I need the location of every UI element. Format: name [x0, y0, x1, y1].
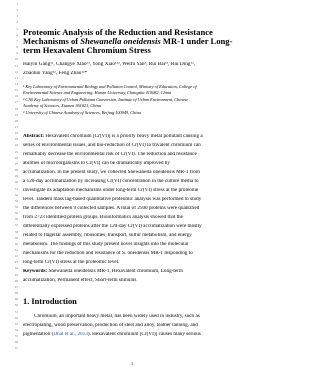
- affiliation-2: ² CAS Key Laboratory of Urban Pollutant Conversion, Institute of Urban Environment, Chinese: [23, 97, 189, 102]
- line-number: 3: [16, 14, 18, 19]
- line-number: 48: [14, 291, 18, 296]
- abstract-line: long-term Cr(VI) stress at the proteomic level.: [23, 260, 120, 265]
- author-list-cont: Zhaohui Yang¹², Feng Zhao¹²*: [23, 71, 88, 76]
- line-number: 53: [14, 321, 18, 326]
- line-number: 50: [14, 303, 18, 308]
- line-number: 1: [16, 2, 18, 6]
- line-number: 30: [14, 180, 18, 185]
- abstract-line: acclimatization. In the present study, we collected Shewanella oneidensis MR-1 from: [23, 170, 200, 175]
- line-number: 20: [14, 118, 18, 123]
- line-number: 47: [14, 284, 18, 289]
- affiliation-2-cont: Academy of Sciences, Xiamen 361021, China: [23, 103, 101, 108]
- line-number: 6: [16, 32, 18, 37]
- paper-title-line-3: term Hexavalent Chromium Stress: [23, 46, 151, 55]
- abstract-line: related to flagellar assembly, ribosomes, transport, sulfur metabolism, and energy: [23, 233, 192, 238]
- line-number: 15: [14, 88, 18, 93]
- line-number: 4: [16, 20, 18, 25]
- line-number: 36: [14, 217, 18, 222]
- line-number: 14: [14, 81, 18, 86]
- line-number: 27: [14, 161, 18, 166]
- line-number: 56: [14, 340, 18, 345]
- abstract-line: abilities of microorganisms to Cr(VI) can be dramatically improved by: [23, 161, 170, 166]
- citation-link[interactable]: Dhal et al., 2013: [53, 332, 88, 337]
- affiliation-1: ¹ Key Laboratory of Environmental Biology and Pollution Control, Ministry of Education, College of: [23, 84, 197, 89]
- paper-title-line-2: Mechanisms of Shewanella oneidensis MR-1 under Long-: [23, 37, 233, 46]
- line-number: 34: [14, 204, 18, 209]
- line-number: 43: [14, 260, 18, 265]
- line-number: 11: [14, 63, 18, 68]
- line-number: 57: [14, 346, 18, 351]
- line-number: 41: [14, 248, 18, 252]
- abstract-line: Abstract: Hexavalent chromium [Cr(VI)] is a priority heavy metal pollutant causing a: [23, 134, 203, 139]
- line-number: 13: [14, 75, 18, 80]
- abstract-line: differentially expressed proteins after the 120-day Cr(VI) acclimatization were mostly: [23, 224, 202, 229]
- line-number: 46: [14, 278, 18, 283]
- affiliation-1-cont: Environmental Science and Engineering, Hunan University, Changsha 410082, China: [23, 90, 172, 95]
- line-number: 51: [14, 309, 18, 314]
- intro-line: electroplating, wood preservation, production of steel and alloy, leather tanning, and: [23, 323, 198, 328]
- abstract-line: series of environmental issues, and bio-reduction of Cr(VI) to trivalent chromium can: [23, 143, 201, 148]
- line-number: 2: [16, 8, 18, 13]
- line-number: 5: [16, 26, 18, 31]
- author-list: Haiyin Gang¹², Changye Xiao¹³, Yong Xiao¹²³, Weifu Yan², Rui Bai¹³, Rui Ding¹²,: [23, 62, 195, 67]
- abstract-line: the differences between 9 collected samples. A total of 2500 proteins were quantified: [23, 206, 200, 211]
- line-number: 33: [14, 198, 18, 203]
- line-number: 52: [14, 315, 18, 320]
- abstract-line: metabolism. The findings of this study present novel insights into the molecular: [23, 242, 189, 247]
- line-number: 45: [14, 272, 18, 277]
- line-number: 42: [14, 254, 18, 259]
- line-number: 24: [14, 143, 18, 148]
- line-number: 16: [14, 94, 18, 99]
- line-number: 18: [14, 106, 18, 111]
- line-number: 17: [14, 100, 18, 105]
- abstract-line: remarkably decrease the environmental risk of Cr(VI). The reduction and resistance: [23, 152, 197, 157]
- line-number: 55: [14, 334, 18, 339]
- line-number: 49: [14, 297, 18, 302]
- line-number: 32: [14, 192, 18, 197]
- line-number: 23: [14, 137, 18, 142]
- abstract-line: a 120-day acclimatization by increasing Cr(VI) concentration in the culture media to: [23, 179, 199, 184]
- abstract-line: level. Tandem mass tag-based quantitative proteomic analysis was performed to study: [23, 197, 202, 202]
- line-number: 12: [14, 69, 18, 74]
- line-number: 21: [14, 125, 18, 129]
- section-heading: 1. Introduction: [23, 297, 77, 306]
- line-number: 54: [14, 327, 18, 332]
- line-number: 39: [14, 235, 18, 240]
- line-number: 8: [16, 45, 18, 50]
- abstract-line: investigate its adaptation mechanisms under long-term Cr(VI) stress at the proteome: [23, 188, 199, 193]
- line-number: 7: [16, 38, 18, 43]
- keywords-label: Keywords:: [23, 269, 48, 274]
- line-number: 31: [14, 186, 18, 191]
- line-number: 10: [14, 57, 18, 62]
- line-number: 26: [14, 155, 18, 160]
- line-number: 25: [14, 149, 18, 154]
- paper-title-line-1: Proteomic Analysis of the Reduction and Resistance: [23, 28, 213, 37]
- page-number: 1: [130, 361, 134, 366]
- abstract-line: from 2723 identified protein groups. Bioinformatics analysis showed that the: [23, 215, 183, 220]
- line-number: 37: [14, 223, 18, 228]
- line-number: 40: [14, 241, 18, 246]
- line-number: 44: [14, 266, 18, 271]
- line-number: 29: [14, 174, 18, 179]
- abstract-line: mechanisms for the reduction and resistance of S. oneidensis MR-1 responding to: [23, 251, 193, 256]
- line-number: 35: [14, 211, 18, 216]
- affiliation-3: ³ University of Chinese Academy of Sciences, Beijing 100049, China: [23, 110, 141, 115]
- line-number: 38: [14, 229, 18, 234]
- keywords-line: Keywords: Shewanella oneidensis MR-1, Hexavalent chromium, Long-term: [23, 269, 183, 274]
- intro-line: pigmentation (Dhal et al., 2013). Hexavalent chromium [Cr(VI)] causes many serious: [23, 332, 201, 337]
- line-number: 28: [14, 168, 18, 173]
- keywords-line: acclimatization, Permanent effect, Short-term stimulus: [23, 278, 137, 283]
- line-number: 19: [14, 112, 18, 117]
- intro-line: Chromium, an important heavy metal, has been widely used in industry, such as: [34, 314, 200, 319]
- line-number: 22: [14, 131, 18, 136]
- line-number: 9: [16, 51, 18, 56]
- abstract-label: Abstract:: [23, 134, 45, 139]
